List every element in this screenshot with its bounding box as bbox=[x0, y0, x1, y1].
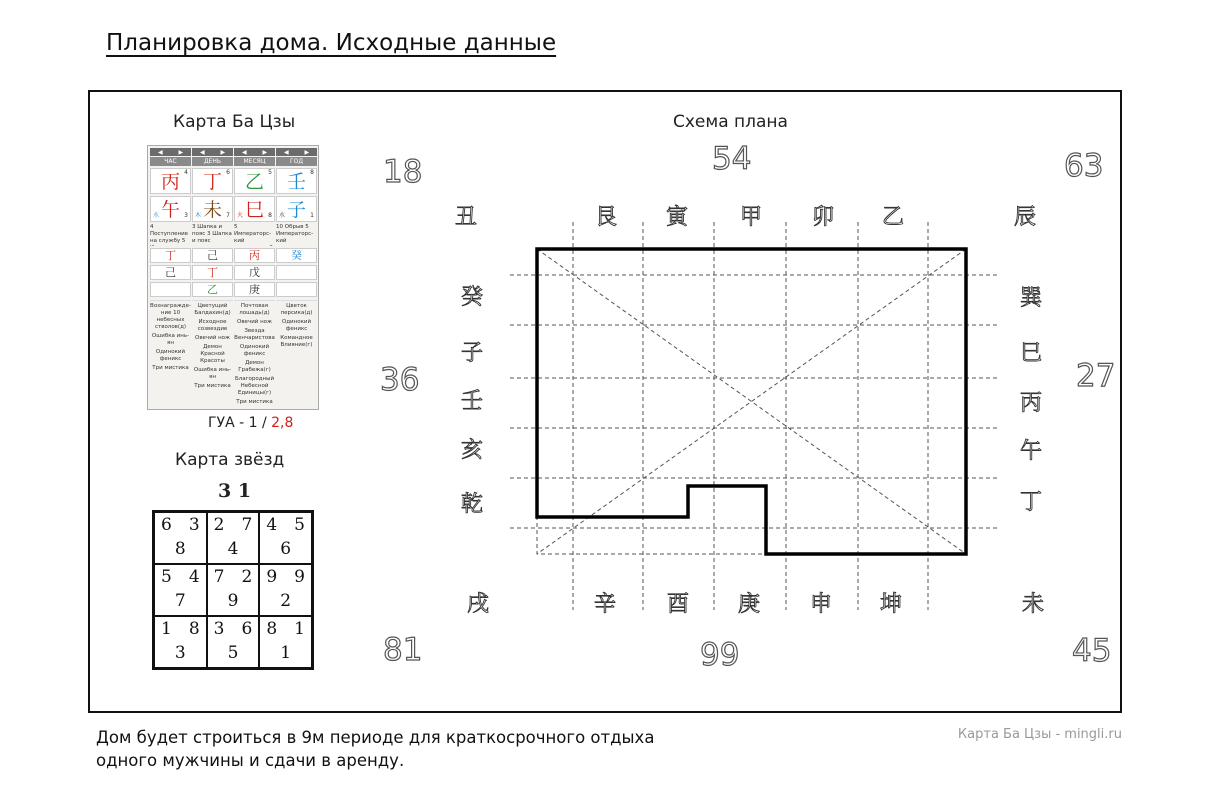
symbolic-star: Три мистика bbox=[194, 383, 231, 389]
earthly-branch: 未 木 7 bbox=[192, 196, 233, 222]
direction-label-right: 巽 bbox=[1020, 286, 1043, 311]
base-star: 4 bbox=[227, 539, 239, 559]
hidden-stem: 丙 bbox=[234, 248, 275, 263]
heavenly-stem: 丙 4 bbox=[150, 168, 191, 194]
earthly-branch: 午 水 3 bbox=[150, 196, 191, 222]
bazi-note: 5 Императорс-кий bbox=[234, 224, 272, 244]
water-star: 8 bbox=[188, 619, 200, 639]
symbolic-star: Демон Красной Красоты bbox=[200, 344, 225, 364]
direction-label-bottom: 庚 bbox=[738, 592, 761, 617]
branch-element: 水 bbox=[153, 212, 160, 219]
branch-number: 3 bbox=[184, 212, 188, 219]
branch-element: 火 bbox=[237, 212, 244, 219]
direction-label-left: 壬 bbox=[461, 389, 484, 414]
direction-label-top: 辰 bbox=[1014, 205, 1037, 230]
direction-label-right: 巳 bbox=[1020, 341, 1043, 366]
earthly-branch: 子 水 1 bbox=[276, 196, 317, 222]
degree-se: 45 bbox=[1072, 633, 1112, 669]
bazi-note: 10 Обрыв 5 Императорс-кий bbox=[276, 224, 314, 244]
symbolic-star: Цветок персика(д) bbox=[280, 303, 313, 316]
direction-label-top: 乙 bbox=[882, 205, 905, 230]
symbolic-star: Звезда Венчаристова bbox=[234, 328, 275, 341]
water-star: 3 bbox=[188, 515, 200, 535]
water-star: 5 bbox=[294, 515, 305, 535]
direction-label-left: 癸 bbox=[461, 285, 484, 310]
direction-label-top: 丑 bbox=[455, 205, 478, 230]
direction-label-right: 丙 bbox=[1020, 391, 1043, 416]
hidden-stem: 戊 bbox=[234, 265, 275, 280]
mountain-star: 2 bbox=[213, 515, 225, 535]
bazi-column-head: ДЕНЬ bbox=[192, 157, 233, 166]
mountain-star: 6 bbox=[161, 515, 172, 535]
symbolic-star: Овечий нож bbox=[236, 319, 273, 325]
earthly-branch: 巳 火 8 bbox=[234, 196, 275, 222]
base-star: 3 bbox=[174, 643, 186, 663]
degree-w: 36 bbox=[380, 362, 420, 398]
base-star: 6 bbox=[280, 539, 292, 559]
degree-e: 27 bbox=[1076, 358, 1116, 394]
next-arrow-icon[interactable]: ▶ bbox=[220, 148, 226, 156]
hidden-stem: 庚 bbox=[234, 282, 275, 297]
footer-line-1: Дом будет строиться в 9м периоде для краткосрочного отдыха bbox=[96, 728, 655, 747]
gua-value: 2,8 bbox=[271, 415, 294, 431]
prev-arrow-icon[interactable]: ◀ bbox=[283, 148, 289, 156]
degree-n: 54 bbox=[712, 141, 752, 177]
direction-label-bottom: 坤 bbox=[880, 592, 903, 617]
direction-label-right: 丁 bbox=[1020, 490, 1043, 515]
mountain-star: 7 bbox=[213, 567, 225, 587]
water-star: 9 bbox=[294, 567, 305, 587]
direction-label-left: 亥 bbox=[461, 438, 484, 463]
bazi-column-head: МЕСЯЦ bbox=[234, 157, 275, 166]
symbolic-star: Благородный Небесной Единицы(г) bbox=[234, 376, 275, 396]
credit-text: Карта Ба Цзы - mingli.ru bbox=[957, 727, 1122, 742]
direction-label-top: 甲 bbox=[740, 205, 763, 230]
direction-label-bottom: 酉 bbox=[667, 592, 690, 617]
degree-nw: 18 bbox=[383, 154, 423, 190]
prev-arrow-icon[interactable]: ◀ bbox=[241, 148, 247, 156]
next-arrow-icon[interactable]: ▶ bbox=[178, 148, 184, 156]
mountain-star: 4 bbox=[266, 515, 278, 535]
mountain-star: 3 bbox=[213, 619, 225, 639]
branch-number: 7 bbox=[226, 212, 230, 219]
symbolic-star: Одинокий феникс bbox=[155, 349, 186, 362]
plan-heading: Схема плана bbox=[673, 112, 788, 132]
period-label: 3 1 bbox=[218, 480, 252, 502]
symbolic-star: Демон Грабежа(г) bbox=[238, 360, 271, 373]
base-star: 8 bbox=[174, 539, 186, 559]
mountain-star: 9 bbox=[266, 567, 278, 587]
hidden-stem: 乙 bbox=[192, 282, 233, 297]
water-star: 1 bbox=[294, 619, 305, 639]
stem-number: 4 bbox=[184, 169, 188, 176]
direction-label-left: 乾 bbox=[461, 492, 484, 517]
symbolic-star: Ошибка инь-ян bbox=[193, 367, 232, 380]
bazi-note: 3 Шапка и пояс 3 Шапка и пояс bbox=[192, 224, 232, 244]
direction-label-top: 卯 bbox=[812, 205, 835, 230]
direction-label-right: 午 bbox=[1020, 439, 1043, 464]
next-arrow-icon[interactable]: ▶ bbox=[304, 148, 310, 156]
hidden-stem: 丁 bbox=[150, 248, 191, 263]
hidden-stem: 丁 bbox=[192, 265, 233, 280]
bazi-heading: Карта Ба Цзы bbox=[173, 112, 296, 132]
footer-text bbox=[96, 726, 654, 772]
degree-s: 99 bbox=[700, 637, 740, 673]
stem-number: 6 bbox=[226, 169, 230, 176]
symbolic-star: Почтовая лошадь(д) bbox=[239, 303, 270, 316]
symbolic-star: Одинокий феникс bbox=[239, 344, 270, 357]
hidden-stem: 癸 bbox=[276, 248, 317, 263]
water-star: 7 bbox=[241, 515, 253, 535]
direction-label-bottom: 辛 bbox=[594, 592, 617, 617]
base-star: 2 bbox=[280, 591, 292, 611]
degree-sw: 81 bbox=[383, 632, 423, 668]
bazi-column-head: ГОД bbox=[276, 157, 317, 166]
base-star: 7 bbox=[174, 591, 186, 611]
direction-label-top: 艮 bbox=[595, 205, 618, 230]
footer-line-2: одного мужчины и сдачи в аренду. bbox=[96, 751, 405, 770]
branch-element: 水 bbox=[279, 212, 286, 219]
water-star: 6 bbox=[241, 619, 253, 639]
symbolic-star: Ошибка инь-ян bbox=[151, 333, 190, 346]
symbolic-star: Вознагражде-ние 10 небесных стволов(д) bbox=[150, 303, 191, 330]
branch-element: 木 bbox=[195, 212, 202, 219]
hidden-stem: 己 bbox=[150, 265, 191, 280]
next-arrow-icon[interactable]: ▶ bbox=[262, 148, 268, 156]
stem-number: 5 bbox=[268, 169, 272, 176]
symbolic-star: Командное Влияние(г) bbox=[280, 335, 313, 348]
heavenly-stem: 乙 5 bbox=[234, 168, 275, 194]
prev-arrow-icon[interactable]: ◀ bbox=[199, 148, 205, 156]
direction-label-left: 子 bbox=[461, 341, 484, 366]
branch-number: 8 bbox=[268, 212, 272, 219]
symbolic-star: Три мистика bbox=[236, 399, 273, 405]
mountain-star: 8 bbox=[266, 619, 278, 639]
direction-label-bottom: 申 bbox=[810, 592, 833, 617]
direction-label-bottom: 未 bbox=[1022, 592, 1045, 617]
hidden-stem: 己 bbox=[192, 248, 233, 263]
heavenly-stem: 壬 8 bbox=[276, 168, 317, 194]
prev-arrow-icon[interactable]: ◀ bbox=[157, 148, 163, 156]
branch-number: 1 bbox=[310, 212, 314, 219]
base-star: 9 bbox=[227, 591, 239, 611]
bazi-note: 4 Поступление на службу 5 bbox=[150, 224, 189, 244]
base-star: 1 bbox=[280, 643, 292, 663]
stem-number: 8 bbox=[310, 169, 314, 176]
water-star: 2 bbox=[241, 567, 253, 587]
base-star: 5 bbox=[227, 643, 239, 663]
symbolic-star: Одинокий феникс bbox=[281, 319, 312, 332]
bazi-column-head: ЧАС bbox=[150, 157, 191, 166]
degree-ne: 63 bbox=[1064, 148, 1104, 184]
direction-label-bottom: 戌 bbox=[467, 592, 490, 617]
symbolic-star: Три мистика bbox=[152, 365, 189, 371]
water-star: 4 bbox=[188, 567, 200, 587]
gua-prefix: ГУА - 1 / bbox=[208, 415, 272, 431]
heavenly-stem: 丁 6 bbox=[192, 168, 233, 194]
mountain-star: 5 bbox=[161, 567, 172, 587]
direction-label-top: 寅 bbox=[666, 205, 689, 230]
stars-heading: Карта звёзд bbox=[175, 450, 285, 470]
symbolic-star: Цветущий Балдахин(д) bbox=[194, 303, 231, 316]
symbolic-star: Овечий нож bbox=[194, 335, 231, 341]
mountain-star: 1 bbox=[161, 619, 172, 639]
symbolic-star: Исходное созвездие bbox=[197, 319, 228, 332]
page-title: Планировка дома. Исходные данные bbox=[106, 30, 557, 56]
